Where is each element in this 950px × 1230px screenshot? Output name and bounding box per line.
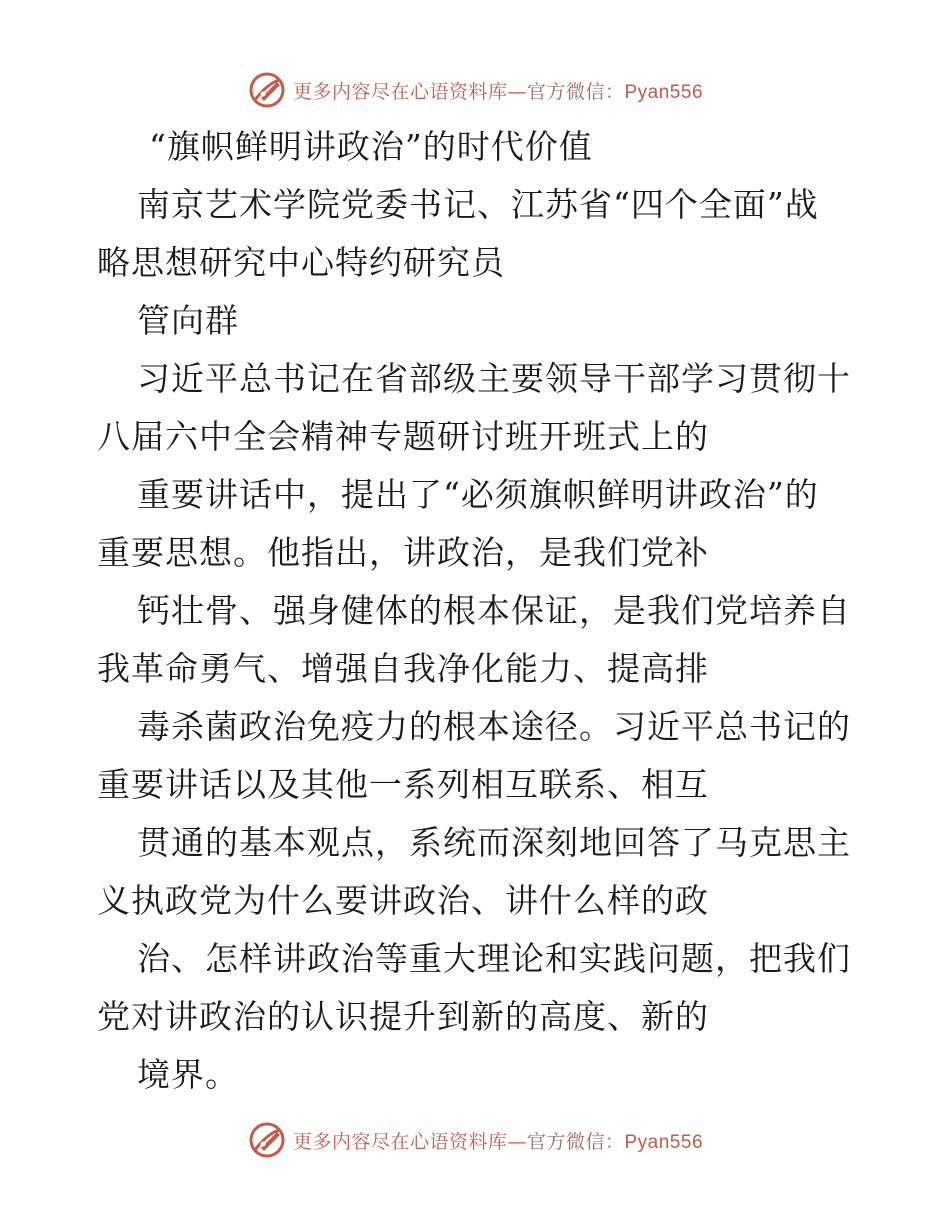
body-line: 习近平总书记在省部级主要领导干部学习贯彻十 <box>137 359 851 398</box>
footer-banner <box>0 1118 950 1162</box>
pen-logo-icon <box>247 1120 287 1160</box>
footer-dash: — <box>507 1130 527 1153</box>
footer-banner-inner <box>247 1120 703 1160</box>
footer-banner-text <box>293 1127 703 1154</box>
body-line: 钙壮骨、强身健体的根本保证，是我们党培养自 <box>137 591 851 630</box>
body-line: 贯通的基本观点，系统而深刻地回答了马克思主 <box>137 823 851 862</box>
author-affiliation-line-2: 略思想研究中心特约研究员 <box>97 243 505 282</box>
header-banner <box>0 68 950 112</box>
body-line: 八届六中全会精神专题研讨班开班式上的 <box>97 417 709 456</box>
header-wechat-id: Pyan556 <box>624 81 704 103</box>
body-line: 境界。 <box>137 1055 239 1094</box>
footer-promo-text: 更多内容尽在心语资料库 <box>292 1130 508 1153</box>
body-line: 我革命勇气、增强自我净化能力、提高排 <box>97 649 709 688</box>
body-line: 毒杀菌政治免疫力的根本途径。习近平总书记的 <box>137 707 851 746</box>
footer-wechat-id: Pyan556 <box>624 1131 704 1153</box>
body-line: 治、怎样讲政治等重大理论和实践问题，把我们 <box>137 939 851 978</box>
footer-wechat-label: 官方微信： <box>526 1130 625 1153</box>
header-banner-inner <box>247 70 703 110</box>
document-title: “旗帜鲜明讲政治”的时代价值 <box>149 127 593 166</box>
header-wechat-label: 官方微信： <box>526 80 625 103</box>
author-affiliation-line-1: 南京艺术学院党委书记、江苏省“四个全面”战 <box>137 185 819 224</box>
author-name: 管向群 <box>137 301 239 340</box>
header-promo-text: 更多内容尽在心语资料库 <box>292 80 508 103</box>
document-body <box>97 118 857 1104</box>
body-line: 重要讲话中，提出了“必须旗帜鲜明讲政治”的 <box>137 475 819 514</box>
header-dash: — <box>507 80 527 103</box>
body-line: 党对讲政治的认识提升到新的高度、新的 <box>97 997 709 1036</box>
body-line: 重要讲话以及其他一系列相互联系、相互 <box>97 765 709 804</box>
body-line: 重要思想。他指出，讲政治，是我们党补 <box>97 533 709 572</box>
pen-logo-icon <box>247 70 287 110</box>
header-banner-text <box>293 77 703 104</box>
body-line: 义执政党为什么要讲政治、讲什么样的政 <box>97 881 709 920</box>
